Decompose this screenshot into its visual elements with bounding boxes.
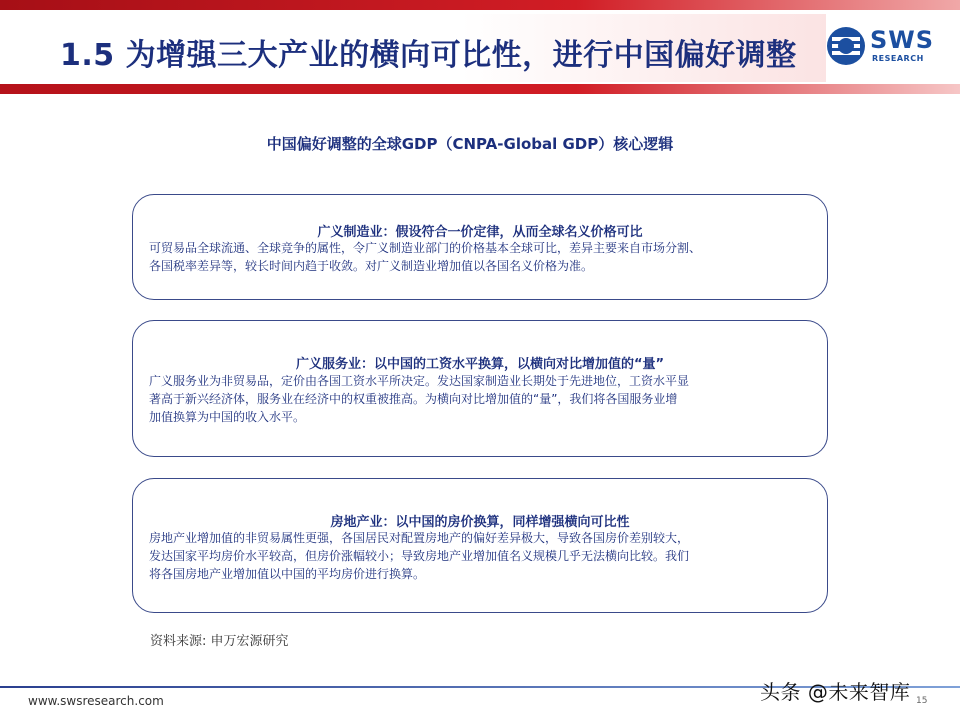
footer-url[interactable]: www.swsresearch.com — [28, 694, 164, 708]
card-line: 将各国房地产业增加值以中国的平均房价进行换算。 — [149, 567, 426, 581]
card-heading: 房地产业：以中国的房价换算，同样增强横向可比性 — [330, 515, 630, 530]
card-line: 各国税率差异等，较长时间内趋于收敛。对广义制造业增加值以各国名义价格为准。 — [149, 259, 594, 273]
logo-name: SWS — [870, 26, 935, 54]
card-manufacturing — [132, 194, 828, 300]
card-real-estate — [132, 478, 828, 613]
card-line: 著高于新兴经济体，服务业在经济中的权重被推高。为横向对比增加值的“量”，我们将各国服务业增 — [149, 392, 678, 406]
card-line: 加值换算为中国的收入水平。 — [149, 410, 306, 424]
card-body — [149, 529, 817, 583]
watermark: 头条 @未来智库 — [760, 680, 911, 704]
sws-logo-icon — [826, 26, 866, 66]
card-body — [149, 239, 817, 275]
card-services — [132, 320, 828, 457]
header-bottom-strip — [0, 84, 960, 94]
source-note: 资料来源: 申万宏源研究 — [150, 634, 289, 649]
logo-subtitle: RESEARCH — [872, 54, 924, 63]
card-heading: 广义服务业：以中国的工资水平换算，以横向对比增加值的“量” — [295, 357, 665, 372]
card-line: 广义服务业为非贸易品，定价由各国工资水平所决定。发达国家制造业长期处于先进地位，工资水平显 — [149, 374, 690, 388]
card-line: 可贸易品全球流通、全球竞争的属性，令广义制造业部门的价格基本全球可比，差异主要来自市场分割、 — [149, 241, 702, 255]
card-line: 房地产业增加值的非贸易属性更强，各国居民对配置房地产的偏好差异极大，导致各国房价差别较大， — [149, 531, 690, 545]
diagram-title: 中国偏好调整的全球GDP（CNPA-Global GDP）核心逻辑 — [266, 135, 674, 153]
card-body — [149, 372, 817, 426]
card-heading: 广义制造业：假设符合一价定律，从而全球名义价格可比 — [317, 225, 643, 240]
card-line: 发达国家平均房价水平较高，但房价涨幅较小；导致房地产业增加值名义规模几乎无法横向比较。我们 — [149, 549, 690, 563]
slide-title: 1.5 为增强三大产业的横向可比性，进行中国偏好调整 — [60, 38, 797, 73]
header-top-strip — [0, 0, 960, 10]
header — [0, 0, 960, 98]
sws-logo — [826, 22, 946, 72]
page-number: 15 — [916, 696, 928, 706]
